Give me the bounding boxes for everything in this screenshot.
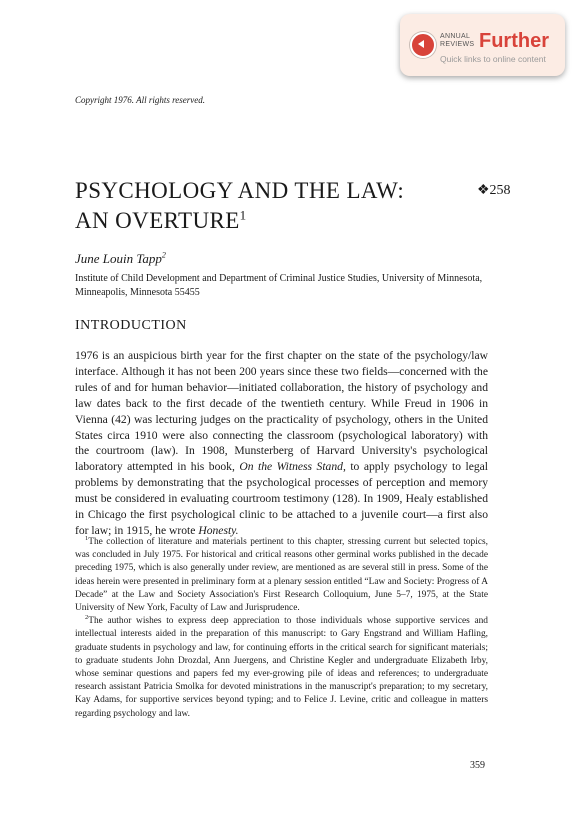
body-paragraph — [75, 348, 488, 539]
author-affiliation: Institute of Child Development and Department of Criminal Justice Studies, University of Minnesota, Minneapolis, Minnesota 55455 — [75, 273, 483, 298]
footnotes — [75, 536, 488, 721]
title-footnote-mark[interactable]: 1 — [239, 207, 247, 223]
reviews-text: REVIEWS — [440, 41, 475, 48]
title-line-1: PSYCHOLOGY AND THE LAW: — [75, 178, 405, 203]
annual-text: ANNUAL — [440, 33, 471, 40]
title-line-2 — [75, 206, 455, 236]
further-label[interactable]: Further — [479, 30, 549, 52]
author-footnote-mark[interactable]: 2 — [161, 250, 166, 260]
book-title: On the Witness Stand, — [239, 460, 346, 474]
article-marker: ❖258 — [477, 183, 511, 198]
quick-links-label[interactable]: Quick links to online content — [440, 54, 546, 64]
title-line-2-text: AN OVERTURE — [75, 208, 240, 233]
footnote-1-mark: 1 — [85, 534, 89, 542]
footnote-2-mark: 2 — [85, 614, 89, 622]
footnote-1 — [75, 536, 488, 615]
book-title-honesty: Honesty. — [198, 523, 239, 537]
play-icon[interactable] — [410, 32, 436, 58]
body-text-part-2: to apply psychology to legal problems by demonstrating that the psychological processes of perception and memory must be considered in evaluating courtroom testimony (128). In 1909, Healy established in Chicago the first psychological clinic to be attached to a juvenile court—a first also for law; in 1915, he wrote — [75, 460, 489, 537]
footnote-1-text: The collection of literature and materials pertinent to this chapter, stressing current but selected topics, was concluded in July 1975. For historical and critical reasons other germinal works published in the decade preceding 1975, which is also generally under review, are mentioned as are several still in press. Some of the ideas herein were presented in preliminary form at a plenary session entitled “Law and Society: Progress of A Decade” at the Law and Society Association's First Research Colloquium, June 5–7, 1975, at the State University of New York, Faculty of Law and Jurisprudence. — [75, 537, 488, 614]
annual-reviews-label — [440, 33, 480, 49]
author-name-text: June Louin Tapp — [75, 251, 162, 266]
page-number: 359 — [470, 760, 485, 771]
author-name — [75, 251, 166, 267]
further-badge[interactable] — [400, 14, 565, 76]
copyright-notice: Copyright 1976. All rights reserved. — [75, 95, 205, 105]
footnote-2-text: The author wishes to express deep appreciation to those individuals whose supportive services and intellectual interests aided in the preparation of this manuscript: to Gary Engstrand and William Hafling, graduate students in psychology and law, for continuing efforts in the critical search for significant materials; to graduate students John Drozdal, Ann Juergens, and Christine Kegler and undergraduate Elizabeth Irby, whose seminar questions and papers fed my ever-growing pile of ideas and references; to undergraduate research assistant Patricia Smolka for devoted ministrations in the manuscript's preparation; to my secretary, Kay Adams, for supportive services beyond typing; and to Felice J. Levine, critic and colleague in matters regarding psychology and law. — [75, 616, 488, 719]
article-title — [75, 176, 455, 236]
body-text-part-1: 1976 is an auspicious birth year for the first chapter on the state of the psychology/law interface. Although it has not been 200 years since these two fields—concerned with the rules of and for human behavior—initiated collaboration, the history of psychology and law dates back to the first decade of the twentieth century. While Freud in 1906 in Vienna (42) was lecturing judges on the practicality of psychology, others in the United States circa 1910 were also connecting the classroom (psychological laboratory) with the courtroom (law). In 1908, Munsterberg of Harvard University's psychological laboratory attempted in his book, — [75, 349, 488, 474]
section-heading: INTRODUCTION — [75, 318, 187, 333]
footnote-2 — [75, 615, 488, 721]
